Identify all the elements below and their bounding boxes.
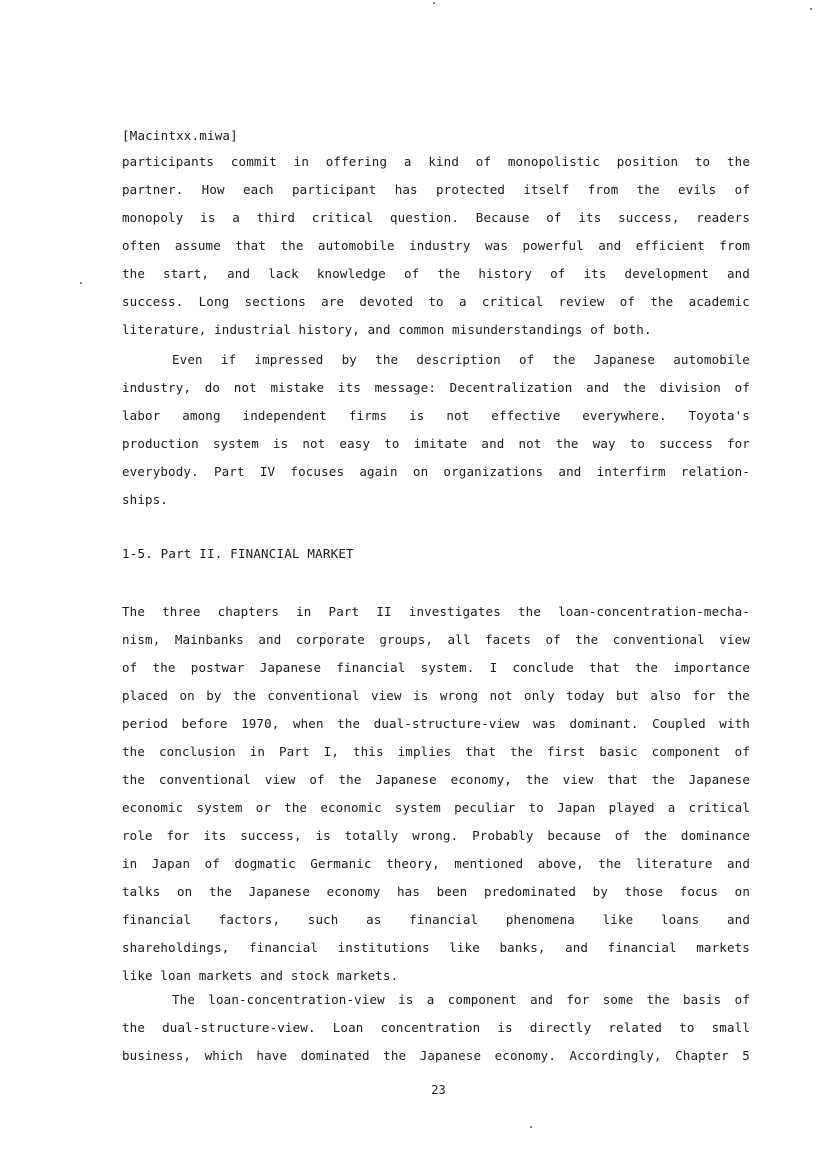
text-line: of the postwar Japanese financial system. I conclude that the importance <box>122 660 750 675</box>
scan-speck <box>433 2 435 4</box>
text-line: everybody. Part IV focuses again on organizations and interfirm relation- <box>122 464 750 479</box>
text-line: the conventional view of the Japanese economy, the view that the Japanese <box>122 772 750 787</box>
file-header: [Macintxx.miwa] <box>122 128 238 143</box>
text-line: production system is not easy to imitate and not the way to success for <box>122 436 750 451</box>
paragraph-1 <box>122 148 750 344</box>
text-line: partner. How each participant has protected itself from the evils of <box>122 182 750 197</box>
scan-speck <box>80 282 82 284</box>
text-line: industry, do not mistake its message: Decentralization and the division of <box>122 380 750 395</box>
text-line: monopoly is a third critical question. Because of its success, readers <box>122 210 750 225</box>
text-line: often assume that the automobile industry was powerful and efficient from <box>122 238 750 253</box>
text-line: literature, industrial history, and common misunderstandings of both. <box>122 322 652 337</box>
text-line: The three chapters in Part II investigates the loan-concentration-mecha- <box>122 604 750 619</box>
text-line: financial factors, such as financial phenomena like loans and <box>122 912 750 927</box>
text-line: Even if impressed by the description of the Japanese automobile <box>172 352 750 367</box>
text-line: ships. <box>122 492 169 507</box>
paragraph-2 <box>122 346 750 514</box>
text-line: the start, and lack knowledge of the history of its development and <box>122 266 750 281</box>
scan-speck <box>810 8 812 10</box>
text-line: the conclusion in Part I, this implies that the first basic component of <box>122 744 750 759</box>
text-line: the dual-structure-view. Loan concentration is directly related to small <box>122 1020 750 1035</box>
text-line: business, which have dominated the Japanese economy. Accordingly, Chapter 5 <box>122 1048 750 1063</box>
text-line: The loan-concentration-view is a component and for some the basis of <box>172 992 750 1007</box>
paragraph-3 <box>122 598 750 990</box>
text-line: labor among independent firms is not effective everywhere. Toyota's <box>122 408 750 423</box>
text-line: role for its success, is totally wrong. Probably because of the dominance <box>122 828 750 843</box>
text-line: shareholdings, financial institutions like banks, and financial markets <box>122 940 750 955</box>
text-line: period before 1970, when the dual-structure-view was dominant. Coupled with <box>122 716 750 731</box>
text-line: economic system or the economic system peculiar to Japan played a critical <box>122 800 750 815</box>
text-line: like loan markets and stock markets. <box>122 968 399 983</box>
text-line: nism, Mainbanks and corporate groups, all facets of the conventional view <box>122 632 750 647</box>
text-line: talks on the Japanese economy has been predominated by those focus on <box>122 884 750 899</box>
section-heading: 1-5. Part II. FINANCIAL MARKET <box>122 546 354 561</box>
text-line: placed on by the conventional view is wrong not only today but also for the <box>122 688 750 703</box>
page-number: 23 <box>431 1083 446 1097</box>
text-line: success. Long sections are devoted to a critical review of the academic <box>122 294 750 309</box>
paragraph-4 <box>122 986 750 1070</box>
scan-speck <box>530 1126 532 1128</box>
text-line: participants commit in offering a kind of monopolistic position to the <box>122 154 750 169</box>
text-line: in Japan of dogmatic Germanic theory, mentioned above, the literature and <box>122 856 750 871</box>
